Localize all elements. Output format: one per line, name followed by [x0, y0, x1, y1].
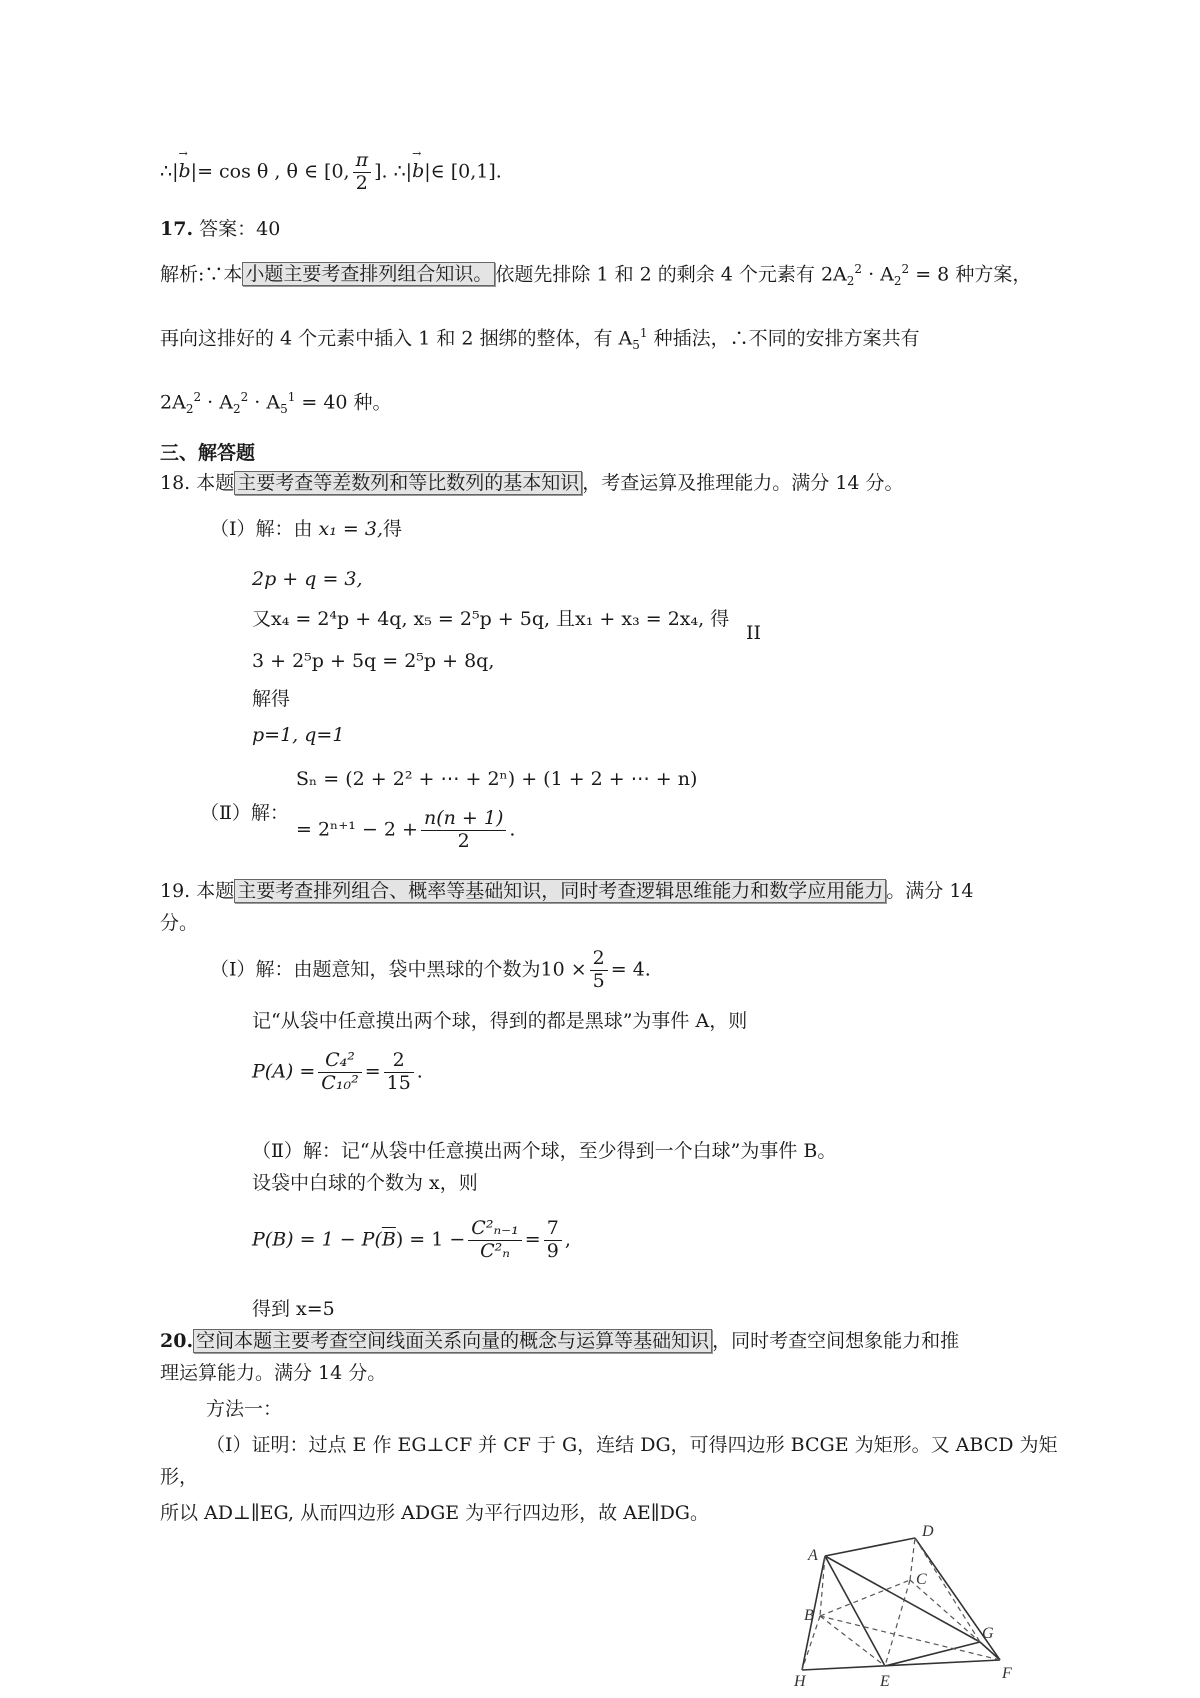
q20-part1-concl: 所以 AD⊥∥EG, 从而四边形 ADGE 为平行四边形，故 AE∥DG。 — [160, 1502, 709, 1524]
edge-CG — [910, 1580, 980, 1642]
q18-sn2: = 2ⁿ⁺¹ − 2 + $\frac{n(n + 1)}{2}$ . — [296, 807, 516, 852]
label-H: H — [794, 1673, 806, 1690]
q19-result: 得到 x=5 — [252, 1298, 335, 1320]
q19-pa: P(A) = $\frac{\text{C₄²}}{\text{C₁₀²}}$ = $\frac{2}{15}$ . — [252, 1049, 423, 1094]
edge-BE — [820, 1616, 885, 1666]
q20-header-cont: 理运算能力。满分 14 分。 — [160, 1362, 387, 1384]
edge-DG — [915, 1538, 980, 1642]
vector-b-2: → b — [412, 160, 424, 183]
label-D: D — [922, 1523, 934, 1540]
q19-part2: （Ⅱ）解：记“从袋中任意摸出两个球，至少得到一个白球”为事件 B。 — [252, 1140, 837, 1162]
q17-answer: 17. 答案：40 — [160, 218, 281, 240]
q19-header: 19. 本题 主要考查排列组合、概率等基础知识，同时考查逻辑思维能力和数学应用能力 。满分 14 — [160, 880, 974, 902]
pi-over-two: $\frac{\pi}{2}$ — [353, 150, 372, 195]
q19-pb: $P(B) = 1 - P(\overline{B}) = 1$ − $\frac{\text{C²ₙ₋₁}}{\text{C²ₙ}}$ = $\frac{7}{9}$ , — [252, 1217, 571, 1262]
q17-highlight: 小题主要考查排列组合知识。 — [242, 262, 495, 286]
vector-b: → b — [179, 160, 191, 183]
q18-eq1: 2p + q = 3, — [252, 568, 363, 590]
label-G: G — [982, 1625, 994, 1642]
label-B: B — [804, 1607, 814, 1624]
q18-highlight: 主要考查等差数列和等比数列的基本知识 — [234, 471, 582, 495]
q19-header-cont: 分。 — [160, 912, 199, 934]
q18-header: 18. 本题 主要考查等差数列和等比数列的基本知识 ，考查运算及推理能力。满分 14 分。 — [160, 472, 904, 494]
geometry-figure — [790, 1520, 1040, 1690]
q18-sn1: Sₙ = (2 + 2² + ⋯ + 2ⁿ) + (1 + 2 + ⋯ + n) — [296, 768, 698, 790]
q18-mark: II — [746, 622, 762, 644]
q18-solve: 解得 — [252, 688, 291, 710]
label-F: F — [1002, 1665, 1012, 1682]
q20-header: 20. 空间本题主要考查空间线面关系向量的概念与运算等基础知识 ，同时考查空间想象能力和推 — [160, 1330, 960, 1352]
q18-part2-label: （Ⅱ）解： — [200, 802, 289, 824]
q17-analysis: 解析:∵本 小题主要考查排列组合知识。 依题先排除 1 和 2 的剩余 4 个元素有 $2A_2^2 \cdot A_2^2 = 8$ 种方案， — [160, 262, 1032, 289]
q20-method: 方法一： — [206, 1398, 283, 1420]
section-heading: 三、解答题 — [160, 442, 256, 464]
label-E: E — [880, 1673, 890, 1690]
edge-CE — [885, 1580, 910, 1666]
edge-AD — [825, 1538, 915, 1556]
q19-highlight: 主要考查排列组合、概率等基础知识，同时考查逻辑思维能力和数学应用能力 — [234, 879, 886, 903]
q17-line2: 再向这排好的 4 个元素中插入 1 和 2 捆绑的整体，有 $A_5^1$ 种插法，∴不同的安排方案共有 — [160, 326, 920, 353]
q19-event-a: 记“从袋中任意摸出两个球，得到的都是黑球”为事件 A，则 — [252, 1010, 748, 1032]
vector-norm-line: ∴|→ b|= cos θ , θ ∈ [0, $\frac{\pi}{2}$ ]. ∴|→ b|∈ [0,1]. — [160, 150, 502, 195]
q19-white: 设袋中白球的个数为 x，则 — [252, 1172, 478, 1194]
label-A: A — [808, 1547, 818, 1564]
q20-part1: （Ⅰ）证明：过点 E 作 EG⊥CF 并 CF 于 G，连结 DG，可得四边形 BCGE 为矩形。又 ABCD 为矩 — [206, 1434, 1058, 1456]
label-C: C — [916, 1571, 927, 1588]
q18-eq2: 又x₄ = 2⁴p + 4q, x₅ = 2⁵p + 5q, 且x₁ + x₃ = 2x₄, 得 — [252, 608, 730, 630]
q18-result: p=1, q=1 — [252, 724, 345, 746]
edge-BC — [820, 1580, 910, 1616]
q17-line3: $2A_2^2 \cdot A_2^2 \cdot A_5^1 = 40$ 种。 — [160, 390, 392, 417]
q20-highlight: 空间本题主要考查空间线面关系向量的概念与运算等基础知识 — [193, 1329, 712, 1353]
edge-CD — [910, 1538, 915, 1580]
q18-part1: （Ⅰ）解：由 x₁ = 3,得 — [210, 518, 403, 540]
q20-part1-cont: 形， — [160, 1466, 199, 1488]
q19-part1: （Ⅰ）解：由题意知，袋中黑球的个数为10 × $\frac{2}{5}$ = 4. — [210, 947, 651, 992]
q18-eq3: 3 + 2⁵p + 5q = 2⁵p + 8q, — [252, 650, 495, 672]
